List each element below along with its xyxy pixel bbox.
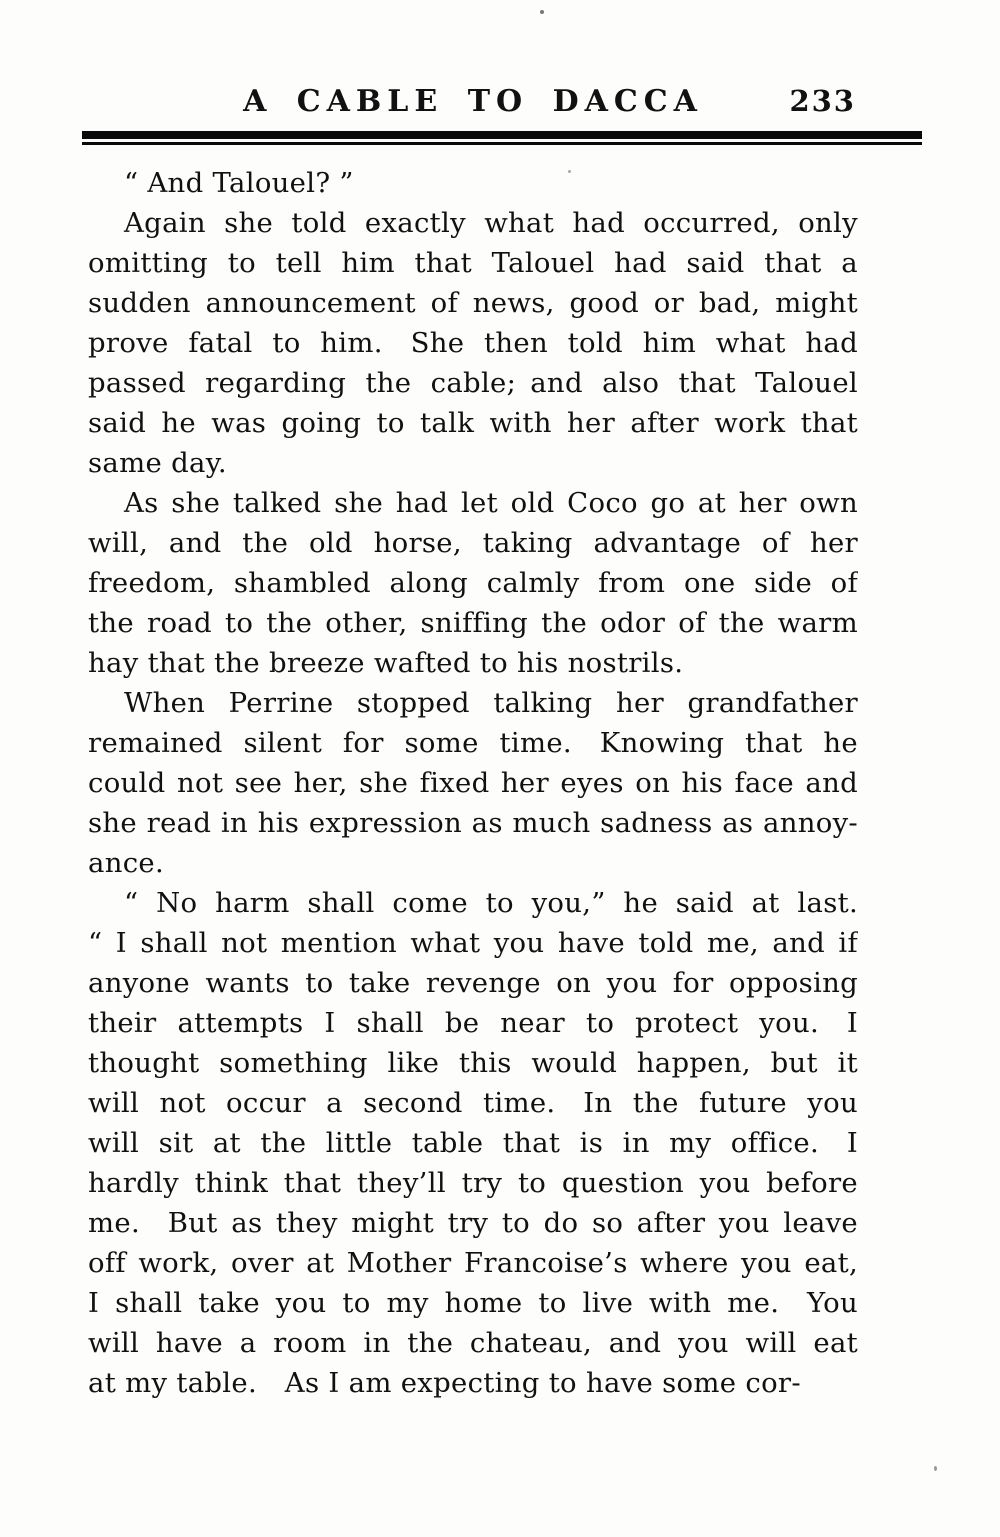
scan-speck	[934, 1466, 937, 1471]
text-line: at my table. As I am expecting to have some cor-	[88, 1367, 801, 1399]
text-line: I shall take you to my home to live with me. You	[88, 1287, 858, 1319]
text-line: hay that the breeze wafted to his nostrils.	[88, 647, 684, 679]
text-line: prove fatal to him. She then told him what had	[88, 327, 858, 359]
text-line: hardly think that they’ll try to question you before	[88, 1167, 858, 1199]
text-line: remained silent for some time. Knowing that he	[88, 727, 858, 759]
text-line: the road to the other, sniffing the odor of the warm	[88, 607, 858, 639]
text-line: omitting to tell him that Talouel had said that a	[88, 247, 858, 279]
chapter-title: A CABLE TO DACCA	[243, 84, 703, 119]
text-line: same day.	[88, 447, 227, 479]
page-number: 233	[789, 84, 856, 118]
text-line: will sit at the little table that is in my office. I	[88, 1127, 858, 1159]
text-line: “ And Talouel? ”	[124, 167, 354, 199]
scan-speck	[568, 170, 571, 173]
scan-speck	[540, 10, 544, 14]
text-line: could not see her, she fixed her eyes on his face and	[88, 767, 858, 799]
text-line: off work, over at Mother Francoise’s where you eat,	[88, 1247, 858, 1279]
rule-thick-bar	[82, 131, 922, 139]
rule-thin-bar	[82, 142, 922, 145]
text-line: me. But as they might try to do so after you leave	[88, 1207, 858, 1239]
text-line: passed regarding the cable; and also that Talouel	[88, 367, 858, 399]
text-line: As she talked she had let old Coco go at her own	[124, 487, 858, 519]
text-line: When Perrine stopped talking her grandfather	[124, 687, 858, 719]
page-header	[88, 84, 858, 130]
text-line: said he was going to talk with her after work that	[88, 407, 858, 439]
text-line: anyone wants to take revenge on you for opposing	[88, 967, 858, 999]
text-line: Again she told exactly what had occurred, only	[124, 207, 858, 239]
text-line: their attempts I shall be near to protect you. I	[88, 1007, 858, 1039]
text-line: will, and the old horse, taking advantage of her	[88, 527, 858, 559]
text-line: freedom, shambled along calmly from one side of	[88, 567, 858, 599]
text-line: will have a room in the chateau, and you will eat	[88, 1327, 858, 1359]
text-line: she read in his expression as much sadness as annoy-	[88, 807, 858, 839]
text-line: sudden announcement of news, good or bad, might	[88, 287, 858, 319]
double-rule	[82, 131, 922, 145]
text-line: “ I shall not mention what you have told me, and if	[88, 927, 858, 959]
text-line: will not occur a second time. In the future you	[88, 1087, 858, 1119]
text-line: thought something like this would happen, but it	[88, 1047, 858, 1079]
text-line: ance.	[88, 847, 165, 879]
text-line: “ No harm shall come to you,” he said at last.	[124, 887, 858, 919]
body-text	[88, 163, 858, 1403]
